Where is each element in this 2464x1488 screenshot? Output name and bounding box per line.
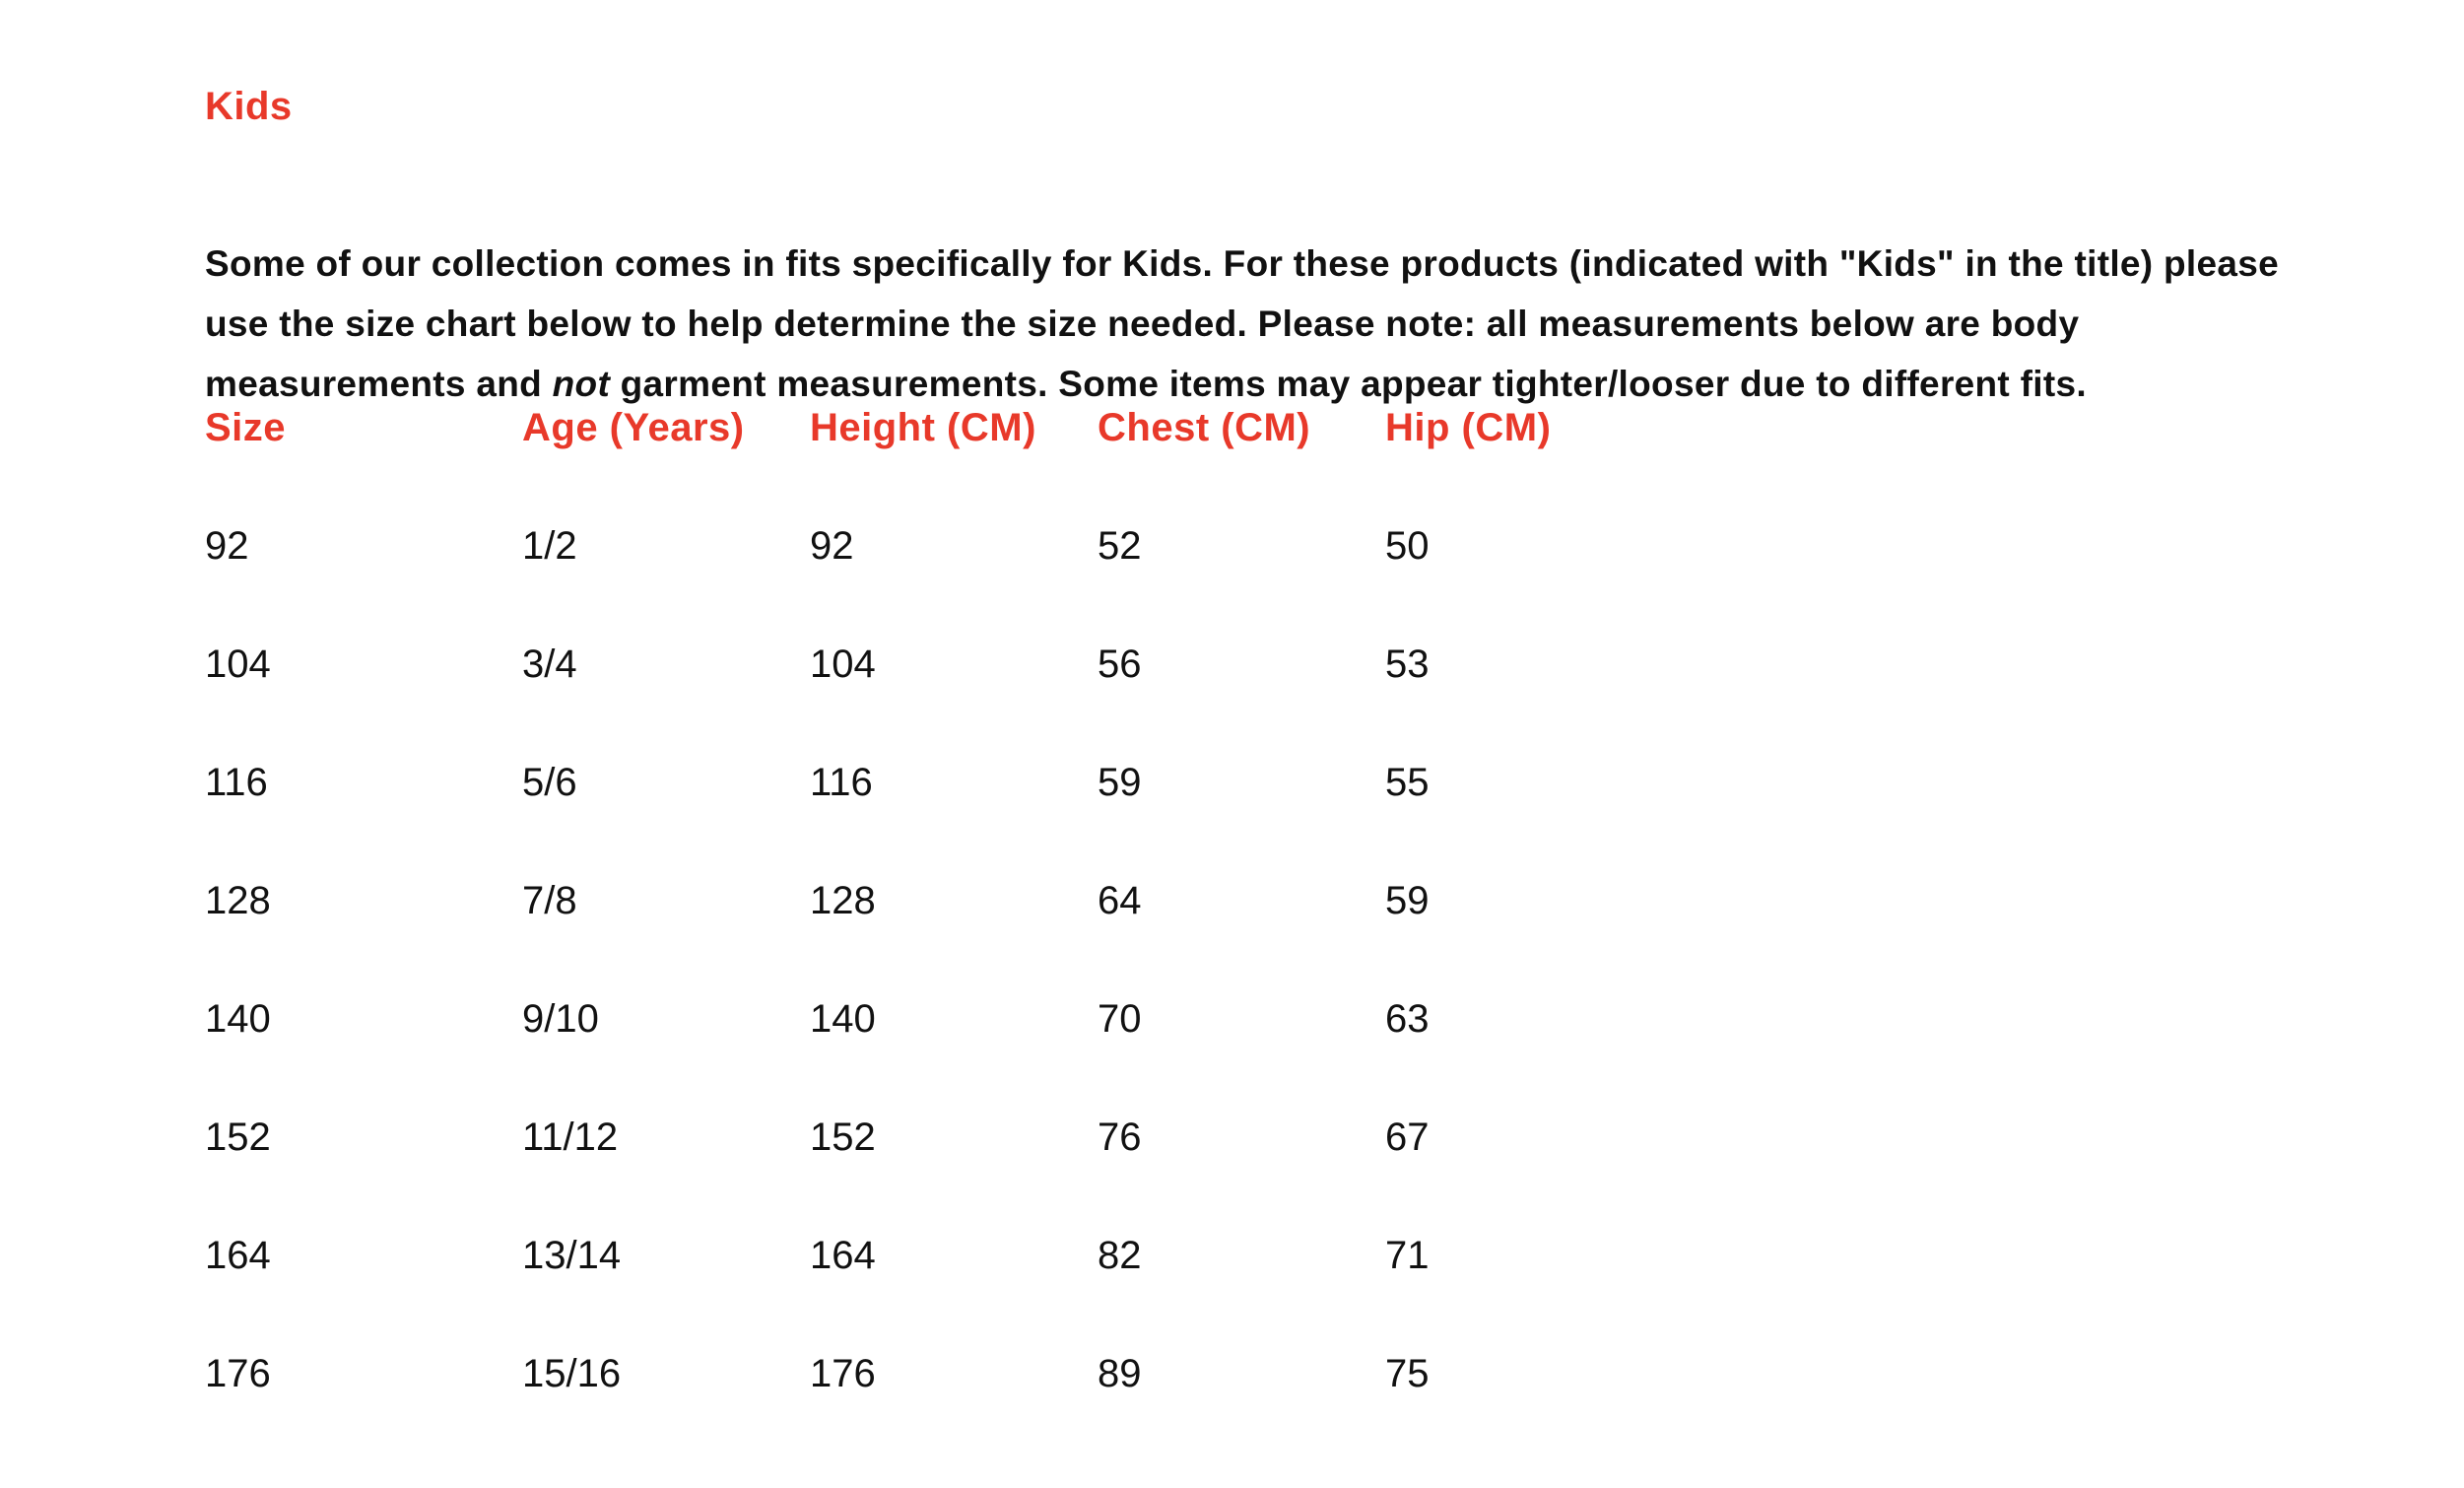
cell-age: 1/2 [522, 524, 577, 568]
cell-height: 128 [810, 879, 876, 922]
cell-age: 11/12 [522, 1116, 619, 1159]
header-row [205, 404, 1582, 522]
cell-chest: 89 [1098, 1352, 1142, 1395]
cell-hip: 55 [1385, 761, 1430, 804]
cell-age: 13/14 [522, 1234, 622, 1277]
table-header [205, 404, 1582, 522]
cell-hip: 53 [1385, 643, 1430, 686]
cell-height: 92 [810, 524, 854, 568]
header-age: Age (Years) [522, 406, 745, 449]
cell-size: 140 [205, 997, 271, 1041]
cell-age: 9/10 [522, 997, 599, 1041]
header-height: Height (CM) [810, 406, 1036, 449]
cell-chest: 52 [1098, 524, 1142, 568]
cell-chest: 64 [1098, 879, 1142, 922]
cell-hip: 75 [1385, 1352, 1430, 1395]
cell-hip: 50 [1385, 524, 1430, 568]
cell-chest: 82 [1098, 1234, 1142, 1277]
cell-size: 176 [205, 1352, 271, 1395]
table-row [205, 522, 1582, 641]
intro-paragraph [205, 234, 2294, 414]
cell-height: 116 [810, 761, 873, 804]
cell-size: 128 [205, 879, 271, 922]
cell-size: 164 [205, 1234, 271, 1277]
table-row [205, 759, 1582, 877]
cell-size: 104 [205, 643, 271, 686]
table-row [205, 1114, 1582, 1232]
cell-height: 104 [810, 643, 876, 686]
cell-size: 152 [205, 1116, 271, 1159]
header-chest: Chest (CM) [1098, 406, 1311, 449]
cell-age: 5/6 [522, 761, 577, 804]
table-row [205, 995, 1582, 1114]
intro-text-part1: Some of our collection comes in fits specifically for Kids. For these products (indicated with "Kids" in the title) please use the size chart below to help determine the size needed. Please note: all measurements below are body measurements and [205, 243, 2279, 404]
cell-age: 7/8 [522, 879, 577, 922]
cell-hip: 63 [1385, 997, 1430, 1041]
cell-age: 15/16 [522, 1352, 622, 1395]
cell-chest: 76 [1098, 1116, 1142, 1159]
header-size: Size [205, 406, 287, 449]
intro-text-part2: garment measurements. Some items may appear tighter/looser due to different fits. [610, 364, 2087, 404]
table-body [205, 522, 1582, 1409]
header-hip: Hip (CM) [1385, 406, 1552, 449]
cell-chest: 59 [1098, 761, 1142, 804]
cell-chest: 56 [1098, 643, 1142, 686]
cell-height: 140 [810, 997, 876, 1041]
cell-height: 152 [810, 1116, 876, 1159]
table-row [205, 877, 1582, 995]
cell-hip: 59 [1385, 879, 1430, 922]
cell-hip: 67 [1385, 1116, 1430, 1159]
cell-hip: 71 [1385, 1234, 1430, 1277]
cell-height: 176 [810, 1352, 876, 1395]
table-row [205, 1232, 1582, 1350]
cell-age: 3/4 [522, 643, 577, 686]
cell-size: 92 [205, 524, 249, 568]
cell-size: 116 [205, 761, 268, 804]
table-row [205, 641, 1582, 759]
table-row [205, 1350, 1582, 1409]
section-title: Kids [205, 85, 293, 128]
intro-emphasis: not [552, 364, 611, 404]
size-guide-page [205, 83, 2279, 1395]
cell-height: 164 [810, 1234, 876, 1277]
size-chart-table [205, 404, 1582, 1409]
cell-chest: 70 [1098, 997, 1142, 1041]
